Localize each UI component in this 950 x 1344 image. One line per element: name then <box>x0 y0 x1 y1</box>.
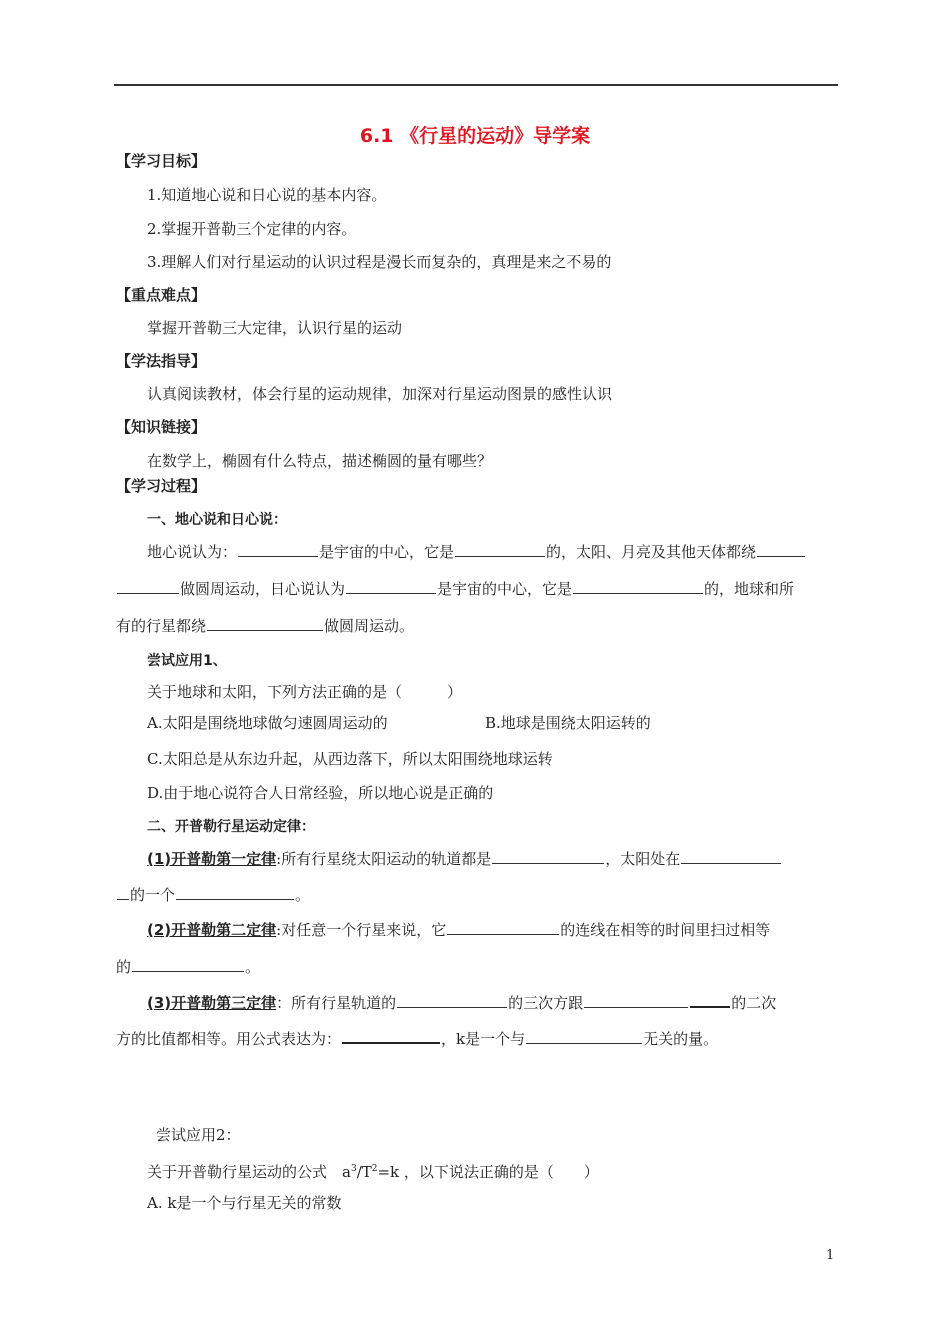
try1-option-d: D.由于地心说符合人日常经验，所以地心说是正确的 <box>147 784 494 802</box>
method-heading: 【学法指导】 <box>116 352 207 370</box>
formula-blank[interactable] <box>342 1027 440 1044</box>
fill-blank[interactable] <box>346 578 436 594</box>
difficulty-heading: 【重点难点】 <box>116 286 207 304</box>
try1-question: 关于地球和太阳，下列方法正确的是（ ） <box>147 683 463 701</box>
fill-blank[interactable] <box>526 1028 642 1044</box>
try2-question: 关于开普勒行星运动的公式 $a^3/T^2=k$ ，以下说法正确的是（ ） <box>147 1163 599 1181</box>
law1-line2: 的一个 。 <box>116 884 310 906</box>
fill-blank[interactable] <box>455 541 545 557</box>
fill-blank[interactable] <box>492 848 604 864</box>
try2-option-a: A. k是一个与行星无关的常数 <box>147 1194 342 1212</box>
page-title: 6.1 《行星的运动》导学案 <box>359 125 591 147</box>
try1-option-b: B.地球是围绕太阳运转的 <box>485 714 651 732</box>
law2-line1: (2)开普勒第二定律:对任意一个行星来说，它 的连线在相等的时间里扫过相等 <box>147 921 771 939</box>
try2-heading: 尝试应用2： <box>156 1126 241 1144</box>
part1-line3: 有的行星都绕 做圆周运动。 <box>116 617 415 635</box>
goal-item: 3.理解人们对行星运动的认识过程是漫长而复杂的，真理是来之不易的 <box>147 253 612 271</box>
goal-item: 2.掌握开普勒三个定律的内容。 <box>147 220 357 238</box>
law2-line2: 的 。 <box>116 958 261 976</box>
part2-heading: 二、开普勒行星运动定律： <box>147 819 315 835</box>
fill-blank[interactable] <box>117 578 179 594</box>
link-text: 在数学上，椭圆有什么特点，描述椭圆的量有哪些？ <box>147 452 493 470</box>
fill-blank[interactable] <box>681 848 781 864</box>
process-heading: 【学习过程】 <box>116 477 207 495</box>
goal-item: 1.知道地心说和日心说的基本内容。 <box>147 186 387 204</box>
goals-heading: 【学习目标】 <box>116 152 207 170</box>
fill-blank[interactable] <box>573 578 703 594</box>
link-heading: 【知识链接】 <box>116 418 207 436</box>
fill-blank[interactable] <box>238 541 318 557</box>
part1-heading: 一、地心说和日心说： <box>147 512 287 528</box>
header-rule <box>114 84 838 86</box>
fill-blank[interactable] <box>397 992 507 1008</box>
part1-line1: 地心说认为： 是宇宙的中心，它是 的，太阳、月亮及其他天体都绕 <box>147 541 806 563</box>
law3-line2: 方的比值都相等。用公式表达为： ，k是一个与 无关的量。 <box>116 1027 718 1050</box>
law1-line1: (1)开普勒第一定律:所有行星绕太阳运动的轨道都是 ，太阳处在 <box>147 848 782 870</box>
fill-blank[interactable] <box>757 541 805 557</box>
fill-blank[interactable] <box>176 884 294 900</box>
fill-blank[interactable] <box>690 991 730 1008</box>
try1-heading: 尝试应用1、 <box>147 653 227 669</box>
law3-line1: (3)开普勒第三定律：所有行星轨道的 的三次方跟 的二次 <box>147 991 776 1014</box>
try1-option-c: C.太阳总是从东边升起，从西边落下，所以太阳围绕地球运转 <box>147 750 553 768</box>
fill-blank[interactable] <box>584 992 688 1008</box>
fill-blank[interactable] <box>117 884 129 900</box>
difficulty-text: 掌握开普勒三大定律，认识行星的运动 <box>147 319 403 337</box>
page-number: 1 <box>826 1248 835 1263</box>
part1-line2: 做圆周运动，日心说认为 是宇宙的中心，它是 的，地球和所 <box>116 578 794 600</box>
fill-blank[interactable] <box>207 615 323 631</box>
fill-blank[interactable] <box>132 956 244 972</box>
fill-blank[interactable] <box>447 919 559 935</box>
try1-option-a: A.太阳是围绕地球做匀速圆周运动的 <box>147 714 388 732</box>
method-text: 认真阅读教材，体会行星的运动规律，加深对行星运动图景的感性认识 <box>147 385 613 403</box>
